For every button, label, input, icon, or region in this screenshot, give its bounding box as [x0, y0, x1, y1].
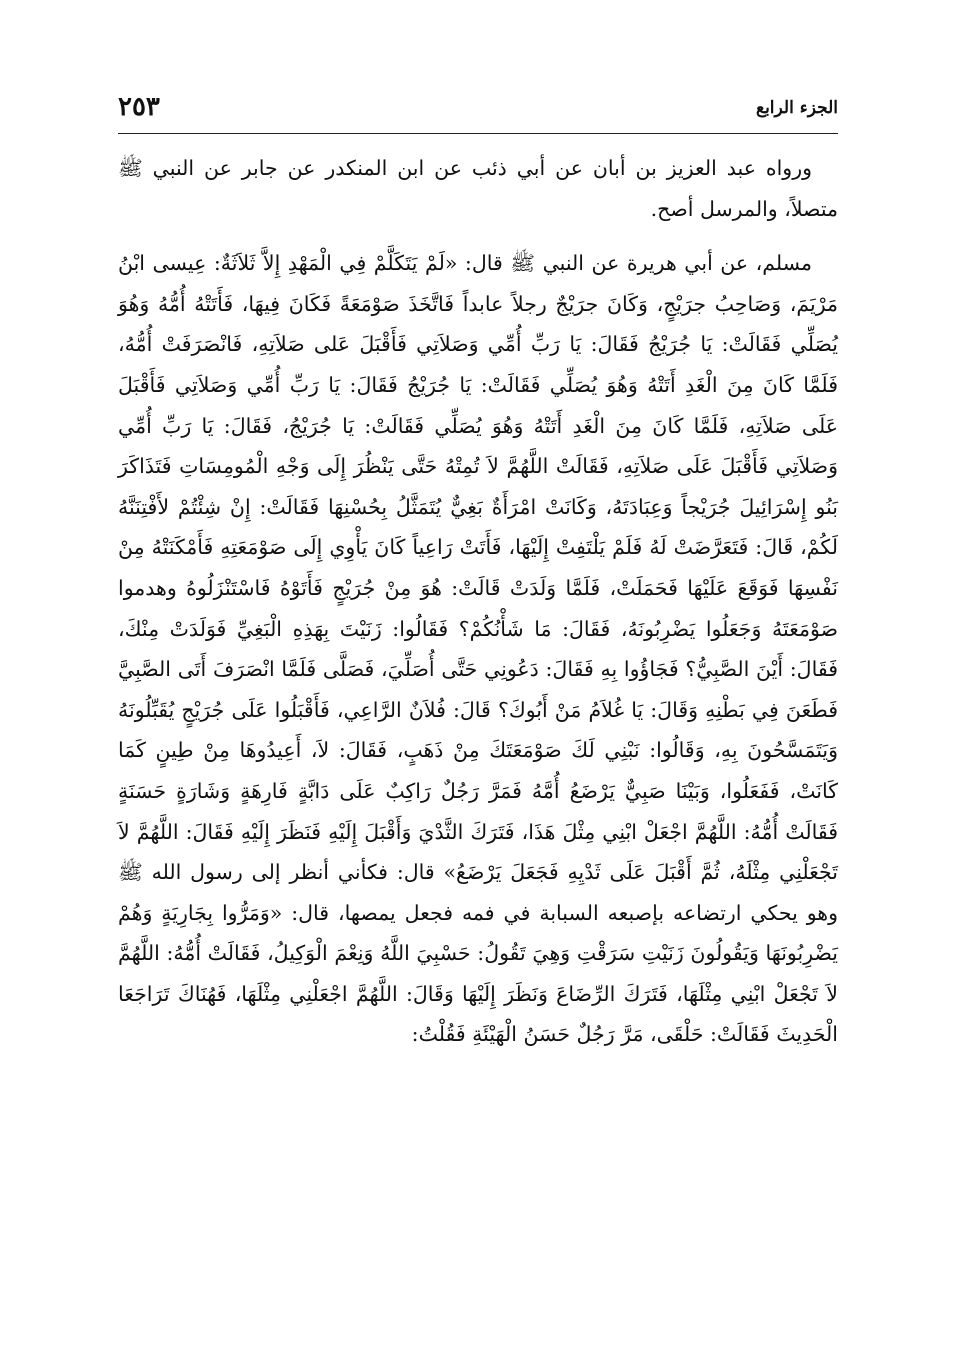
paragraph-hadith-jurayj: مسلم، عن أبي هريرة عن النبي ﷺ قال: «لَمْ يَتَكَلَّمْ فِي الْمَهْدِ إِلاَّ ثَلاَثَةٌ: عِيسى ابْنُ مَرْيَمَ، وَصَاحِبُ جرَيْجٍ، وَكَانَ جرَيْجٌ رجلاً عابداً فَاتَّخَذَ صَوْمَعَةً فَكَانَ فِيهَا، فَأَتَتْهُ أُمُّهُ وَهُوَ يُصَلِّي فَقَالَتْ: يَا جُرَيْجُ فَقَالَ: يَا رَبِّ أُمِّي وَصَلاَتِي فَأَقْبَلَ عَلى صَلاَتِهِ، فَانْصَرَفَتْ أُمُّهُ، فَلَمَّا كَانَ مِنَ الْغَدِ أَتَتْهُ وَهُوَ يُصَلِّي فَقَالَتْ: يَا جُرَيْجُ فَقَالَ: يَا رَبِّ أُمِّي وَصَلاَتِي فَأَقْبَلَ عَلَى صَلاَتِهِ، فَلَمَّا كَانَ مِنَ الْغَدِ أَتَتْهُ وَهُوَ يُصَلِّي فَقَالَتْ: يَا جُرَيْجُ، فَقَالَ: يَا رَبِّ أُمِّي وَصَلاَتِي فَأَقْبَلَ عَلَى صَلاَتِهِ، فَقَالَتْ اللَّهُمَّ لاَ تُمِتْهُ حَتَّى يَنْظُرَ إِلَى وَجْهِ الْمُومِسَاتِ فَتَذَاكَرَ بَنُو إِسْرَائِيلَ جُرَيْجاً وَعِبَادَتَهُ، وَكَانَتْ امْرَأَةٌ بَغِيٌّ يُتَمَثَّلُ بِحُسْنِهَا فَقَالَتْ: إِنْ شِئْتُمْ لأَفْتِنَنَّهُ لَكُمْ، قَالَ: فَتَعَرَّضَتْ لَهُ فَلَمْ يَلْتَفِتْ إِلَيْهَا، فَأَتَتْ رَاعِياً كَانَ يَأْوِي إِلَى صَوْمَعَتِهِ فَأَمْكَنَتْهُ مِنْ نَفْسِهَا فَوَقَعَ عَلَيْهَا فَحَمَلَتْ، فَلَمَّا وَلَدَتْ قَالَتْ: هُوَ مِنْ جُرَيْجٍ فَأَتَوْهُ فَاسْتَنْزَلُوهُ وهدموا صَوْمَعَتَهُ وَجَعَلُوا يَضْرِبُونَهُ، فَقَالَ: مَا شَأْنُكُمْ؟ فَقَالُوا: زَنَيْتَ بِهَذِهِ الْبَغِيِّ فَوَلَدَتْ مِنْكَ، فَقَالَ: أَيْنَ الصَّبِيُّ؟ فَجَاؤُوا بِهِ فَقَالَ: دَعُونِي حَتَّى أُصَلِّيَ، فَصَلَّى فَلَمَّا انْصَرَفَ أَتَى الصَّبِيَّ فَطَعَنَ فِي بَطْنِهِ وَقَالَ: يَا غُلاَمُ مَنْ أَبُوكَ؟ قَالَ: فُلاَنٌ الرَّاعِي، فَأَقْبَلُوا عَلَى جُرَيْجٍ يُقَبِّلُونَهُ وَيَتَمَسَّحُونَ بِهِ، وَقَالُوا: نَبْنِي لَكَ صَوْمَعَتَكَ مِنْ ذَهَبٍ، فَقَالَ: لاَ، أَعِيدُوهَا مِنْ طِينٍ كَمَا كَانَتْ، فَفَعَلُوا، وَبَيْنَا صَبِيٌّ يَرْضَعُ أُمَّهُ فَمَرَّ رَجُلٌ رَاكِبٌ عَلَى دَابَّةٍ فَارِهَةٍ وَشَارَةٍ حَسَنَةٍ فَقَالَتْ أُمُّهُ: اللَّهُمَّ اجْعَلْ ابْنِي مِثْلَ هَذَا، فَتَرَكَ الثَّدْيَ وَأَقْبَلَ إِلَيْهِ فَنَظَرَ إِلَيْهِ فَقَالَ: اللَّهُمَّ لاَ تَجْعَلْنِي مِثْلَهُ، ثُمَّ أَقْبَلَ عَلَى ثَدْيِهِ فَجَعَلَ يَرْضَعُ» قال: فكأني أنظر إلى رسول الله ﷺ وهو يحكي ارتضاعه بإصبعه السبابة في فمه فجعل يمصها، قال: «وَمَرُّوا بِجَارِيَةٍ وَهُمْ يَضْرِبُونَهَا وَيَقُولُونَ زَنَيْتِ سَرَقْتِ وَهِيَ تَقُولُ: حَسْبِيَ اللَّهُ وَنِعْمَ الْوَكِيلُ، فَقَالَتْ أُمُّهُ: اللَّهُمَّ لاَ تَجْعَلْ ابْنِي مِثْلَهَا، فَتَرَكَ الرِّضَاعَ وَنَظَرَ إِلَيْهَا وَقَالَ: اللَّهُمَّ اجْعَلْنِي مِثْلَهَا، فَهُنَاكَ تَرَاجَعَا الْحَدِيثَ فَقَالَتْ: حَلْقَى، مَرَّ رَجُلٌ حَسَنُ الْهَيْئَةِ فَقُلْتُ:	[118, 251, 838, 1047]
paragraph-narration-note: ورواه عبد العزيز بن أبان عن أبي ذئب عن ابن المنكدر عن جابر عن النبي ﷺ متصلاً، والمرسل أصح.	[118, 156, 838, 221]
running-header	[118, 92, 838, 128]
body-text	[118, 148, 838, 1055]
header-rule	[118, 133, 838, 134]
page-number: ٢٥٣	[118, 92, 160, 122]
part-title: الجزء الرابع	[756, 98, 838, 118]
